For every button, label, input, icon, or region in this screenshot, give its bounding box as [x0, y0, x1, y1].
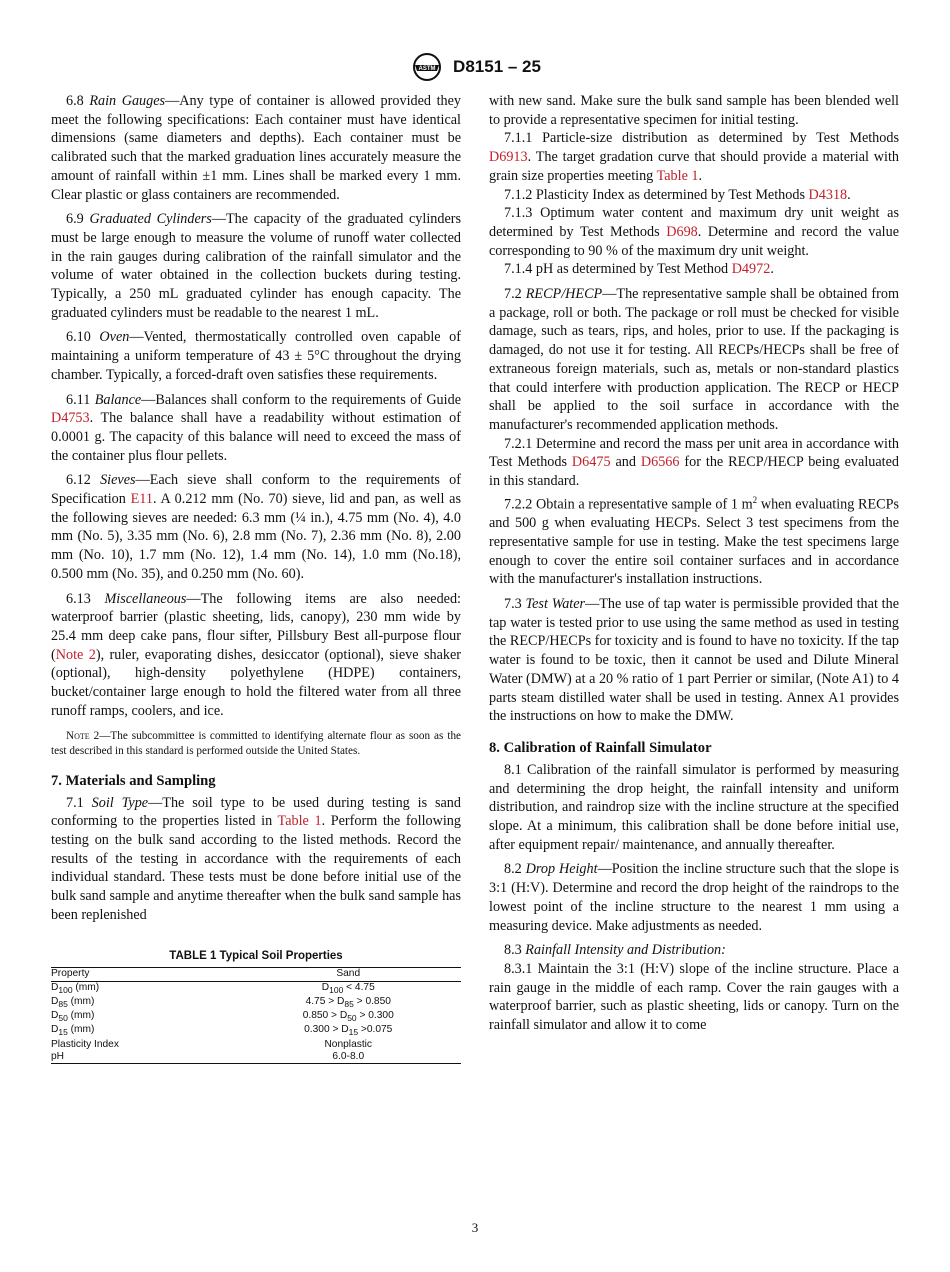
para-7-3: 7.3 Test Water—The use of tap water is permissible provided that the tap water is tested prior to use using the same method as used in testing the RECP/HECPs for toxicity and is found to have no toxicity. If the tap water is found to be toxic, then it cannot be used and Dilute Mineral Water (DMW) at a 20 % ratio of 1 part Perrier or similar, (Note A1) to 4 parts steam distilled water shall be used in testing. Annex A1 provides the instructions on how to make the DMW.: [489, 596, 900, 725]
link-d6566[interactable]: D6566: [640, 454, 680, 471]
right-column: [489, 92, 899, 1035]
para-7-1-4: 7.1.4 pH as determined by Test Method D4972.: [504, 261, 774, 278]
table-1-title: TABLE 1 Typical Soil Properties: [169, 950, 343, 963]
link-note-2[interactable]: Note 2: [55, 646, 96, 663]
para-7-1-2: 7.1.2 Plasticity Index as determined by Test Methods D4318.: [504, 186, 851, 203]
astm-logo-icon: [409, 52, 445, 82]
para-7-2-1: 7.2.1 Determine and record the mass per unit area in accordance with Test Methods D6475 and D6566 for the RECP/HECP being evaluated in this standard.: [489, 435, 899, 490]
para-6-12: 6.12 Sieves—Each sieve shall conform to the requirements of Specification E11. A 0.212 mm (No. 70) sieve, lid and pan, as well as the following sieves are needed: 6.3 mm (¼ in.), 4.75 mm (No. 4), 4.0 mm (No. 5), 3.35 mm (No. 6), 2.8 mm (No. 7), 2.36 mm (No. 8), 2.00 mm (No. 10), 1.7 mm (No. 12), 1.4 mm (No. 14), 1.0 mm (No.18), 0.500 mm (No. 35), and 0.250 mm (No. 60).: [51, 472, 461, 582]
para-6-10: 6.10 Oven—Vented, thermostatically controlled oven capable of maintaining a uniform temperature of 43 ± 5°C throughout the drying chamber. Typically, a forced-draft oven satisfies these requirements.: [51, 329, 461, 383]
para-8-1: 8.1 Calibration of the rainfall simulator is performed by measuring and determining the drop height, the rainfall intensity and uniform distribution, and raindrop size with the incline structure at the specified slope. At a minimum, this calibration shall be done before initial use, after equipment repair/ maintenance, and annually thereafter.: [489, 761, 899, 853]
para-8-3: 8.3 Rainfall Intensity and Distribution:: [504, 942, 726, 959]
link-d4753[interactable]: D4753: [51, 410, 90, 427]
table-row: pH 6.0-8.0: [51, 1051, 461, 1064]
table-row: $D_{85}$ (mm) $4.75 > D_{85} > 0.850$: [51, 995, 391, 1009]
link-d698[interactable]: D698: [666, 223, 698, 240]
para-8-2: 8.2 Drop Height—Position the incline structure such that the slope is 3:1 (H:V). Determine and record the drop height of the raindrops to the lowest point of the incline structure to the nearest 1 mm using a measuring device. Make adjustments as needed.: [489, 861, 899, 934]
link-e11[interactable]: E11: [130, 491, 153, 508]
para-7-2: 7.2 RECP/HECP—The representative sample shall be obtained from a package, roll or both. The package or roll must be checked for visible damage, such as tears, rips, and holes, prior to use. If the packaging is damaged, do not use it for testing. All RECPs/HECPs shall be free of extraneous foreign materials, such as, metals or non-standard plastics that could interfere with production application. The RECP or HECP shall be applied to the soil surface in accordance with the manufacturer's recommended application methods.: [489, 286, 899, 433]
para-6-9: 6.9 Graduated Cylinders—The capacity of the graduated cylinders must be large enough to measure the volume of runoff water collected in the rain gauges during calibration of the rainfall simulator and the volume of water obtained in the collection buckets during testing. Typically, a 250 mL graduated cylinder has enough capacity. The graduated cylinders must be readable to the nearest 1 mL.: [51, 211, 462, 321]
para-6-8: 6.8 Rain Gauges—Any type of container is allowed provided they meet the following specifications: Each container must have identical dimensions (same diameters and depths). Each container must be calibrated such that the marked graduation lines accurately measure the amount of rainfall within ±1 mm. Lines shall be marked every 1 mm. Clear plastic or glass containers are recommended.: [51, 93, 461, 203]
link-d6913[interactable]: D6913: [489, 149, 528, 166]
note-2: Note 2—The subcommittee is committed to identifying alternate flour as soon as the test described in this standard is performed outside the United States.: [51, 729, 461, 757]
table-row: Plasticity Index Nonplastic: [51, 1038, 373, 1050]
para-8-3-1: 8.3.1 Maintain the 3:1 (H:V) slope of the incline structure. Place a rain gauge in the middle of each ramp. Cover the rain gauges with a waterproof barrier, such as plastic sheeting, lids or canopy. Turn on the rainfall simulator and allow it to come: [489, 960, 899, 1034]
link-d4318[interactable]: D4318: [808, 186, 848, 203]
column-header-sand: Sand: [336, 968, 361, 980]
para-7-1-1: 7.1.1 Particle-size distribution as determined by Test Methods D6913. The target gradation curve that should provide a material with grain size properties meeting Table 1.: [489, 130, 899, 184]
table-row: $D_{15}$ (mm) $0.300 > D_{15} >0.075$: [51, 1024, 393, 1038]
para-7-1-continued: with new sand. Make sure the bulk sand sample has been blended well to provide a representative specimen for initial testing.: [489, 93, 899, 128]
para-7-1-3: 7.1.3 Optimum water content and maximum dry unit weight as determined by Test Methods D698. Determine and record the value corresponding to 90 % of the maximum dry unit weight.: [489, 205, 899, 259]
link-table-1[interactable]: Table 1: [656, 167, 699, 184]
page-number: 3: [471, 1220, 479, 1235]
table-1: [51, 950, 461, 1064]
section-7-heading: 7. Materials and Sampling: [51, 772, 216, 789]
para-7-1: 7.1 Soil Type—The soil type to be used during testing is sand conforming to the properties listed in Table 1. Perform the following testing on the bulk sand according to the listed methods. Record the results of the testing in accordance with the requirements of each individual standard. These tests must be done before initial use of the bulk sand sample and anytime thereafter when the bulk sand sample has been replenished: [51, 794, 461, 923]
svg-text:ASTM: ASTM: [418, 66, 436, 72]
para-7-2-2: 7.2.2 Obtain a representative sample of 1 $m^2$ when evaluating RECPs and 500 g when evaluating HECPs. Select 3 test specimens from the representative sample for use in testing. Make the test specimens large enough to cover the entire soil container surfaces and in accordance with the manufacturer's installation instructions.: [489, 494, 900, 588]
page-header: [0, 52, 950, 82]
section-8-heading: 8. Calibration of Rainfall Simulator: [489, 739, 712, 756]
para-6-11: 6.11 Balance—Balances shall conform to the requirements of Guide D4753. The balance shall have a readability without estimation of 0.0001 g. The capacity of this balance will need to exceed the mass of the container plus flour pellets.: [51, 391, 461, 464]
link-table-1[interactable]: Table 1: [277, 813, 322, 830]
link-d6475[interactable]: D6475: [571, 454, 611, 471]
link-d4972[interactable]: D4972: [731, 261, 771, 278]
document-id: D8151 – 25: [453, 57, 541, 76]
table-row: $D_{100}$ (mm) $D_{100} < 4.75$: [51, 981, 375, 995]
table-row: $D_{50}$ (mm) $0.850 > D_{50} > 0.300$: [51, 1010, 394, 1024]
left-column: [51, 92, 461, 1064]
soil-properties-table: [51, 967, 461, 1064]
column-header-property: Property: [51, 968, 90, 980]
para-6-13: 6.13 Miscellaneous—The following items are also needed: waterproof barrier (plastic sheeting, lids, canopy), 230 mm wide by 25.4 mm deep cake pans, flour sifter, Pillsbury Best all-purpose flour (Note 2), ruler, evaporating dishes, desiccator (optional), sieve shaker (optional), high-density polyethylene (HDPE) containers, bucket/container large enough to hold the filtered water from all three runoff ramps, coolers, and ice.: [51, 590, 461, 719]
